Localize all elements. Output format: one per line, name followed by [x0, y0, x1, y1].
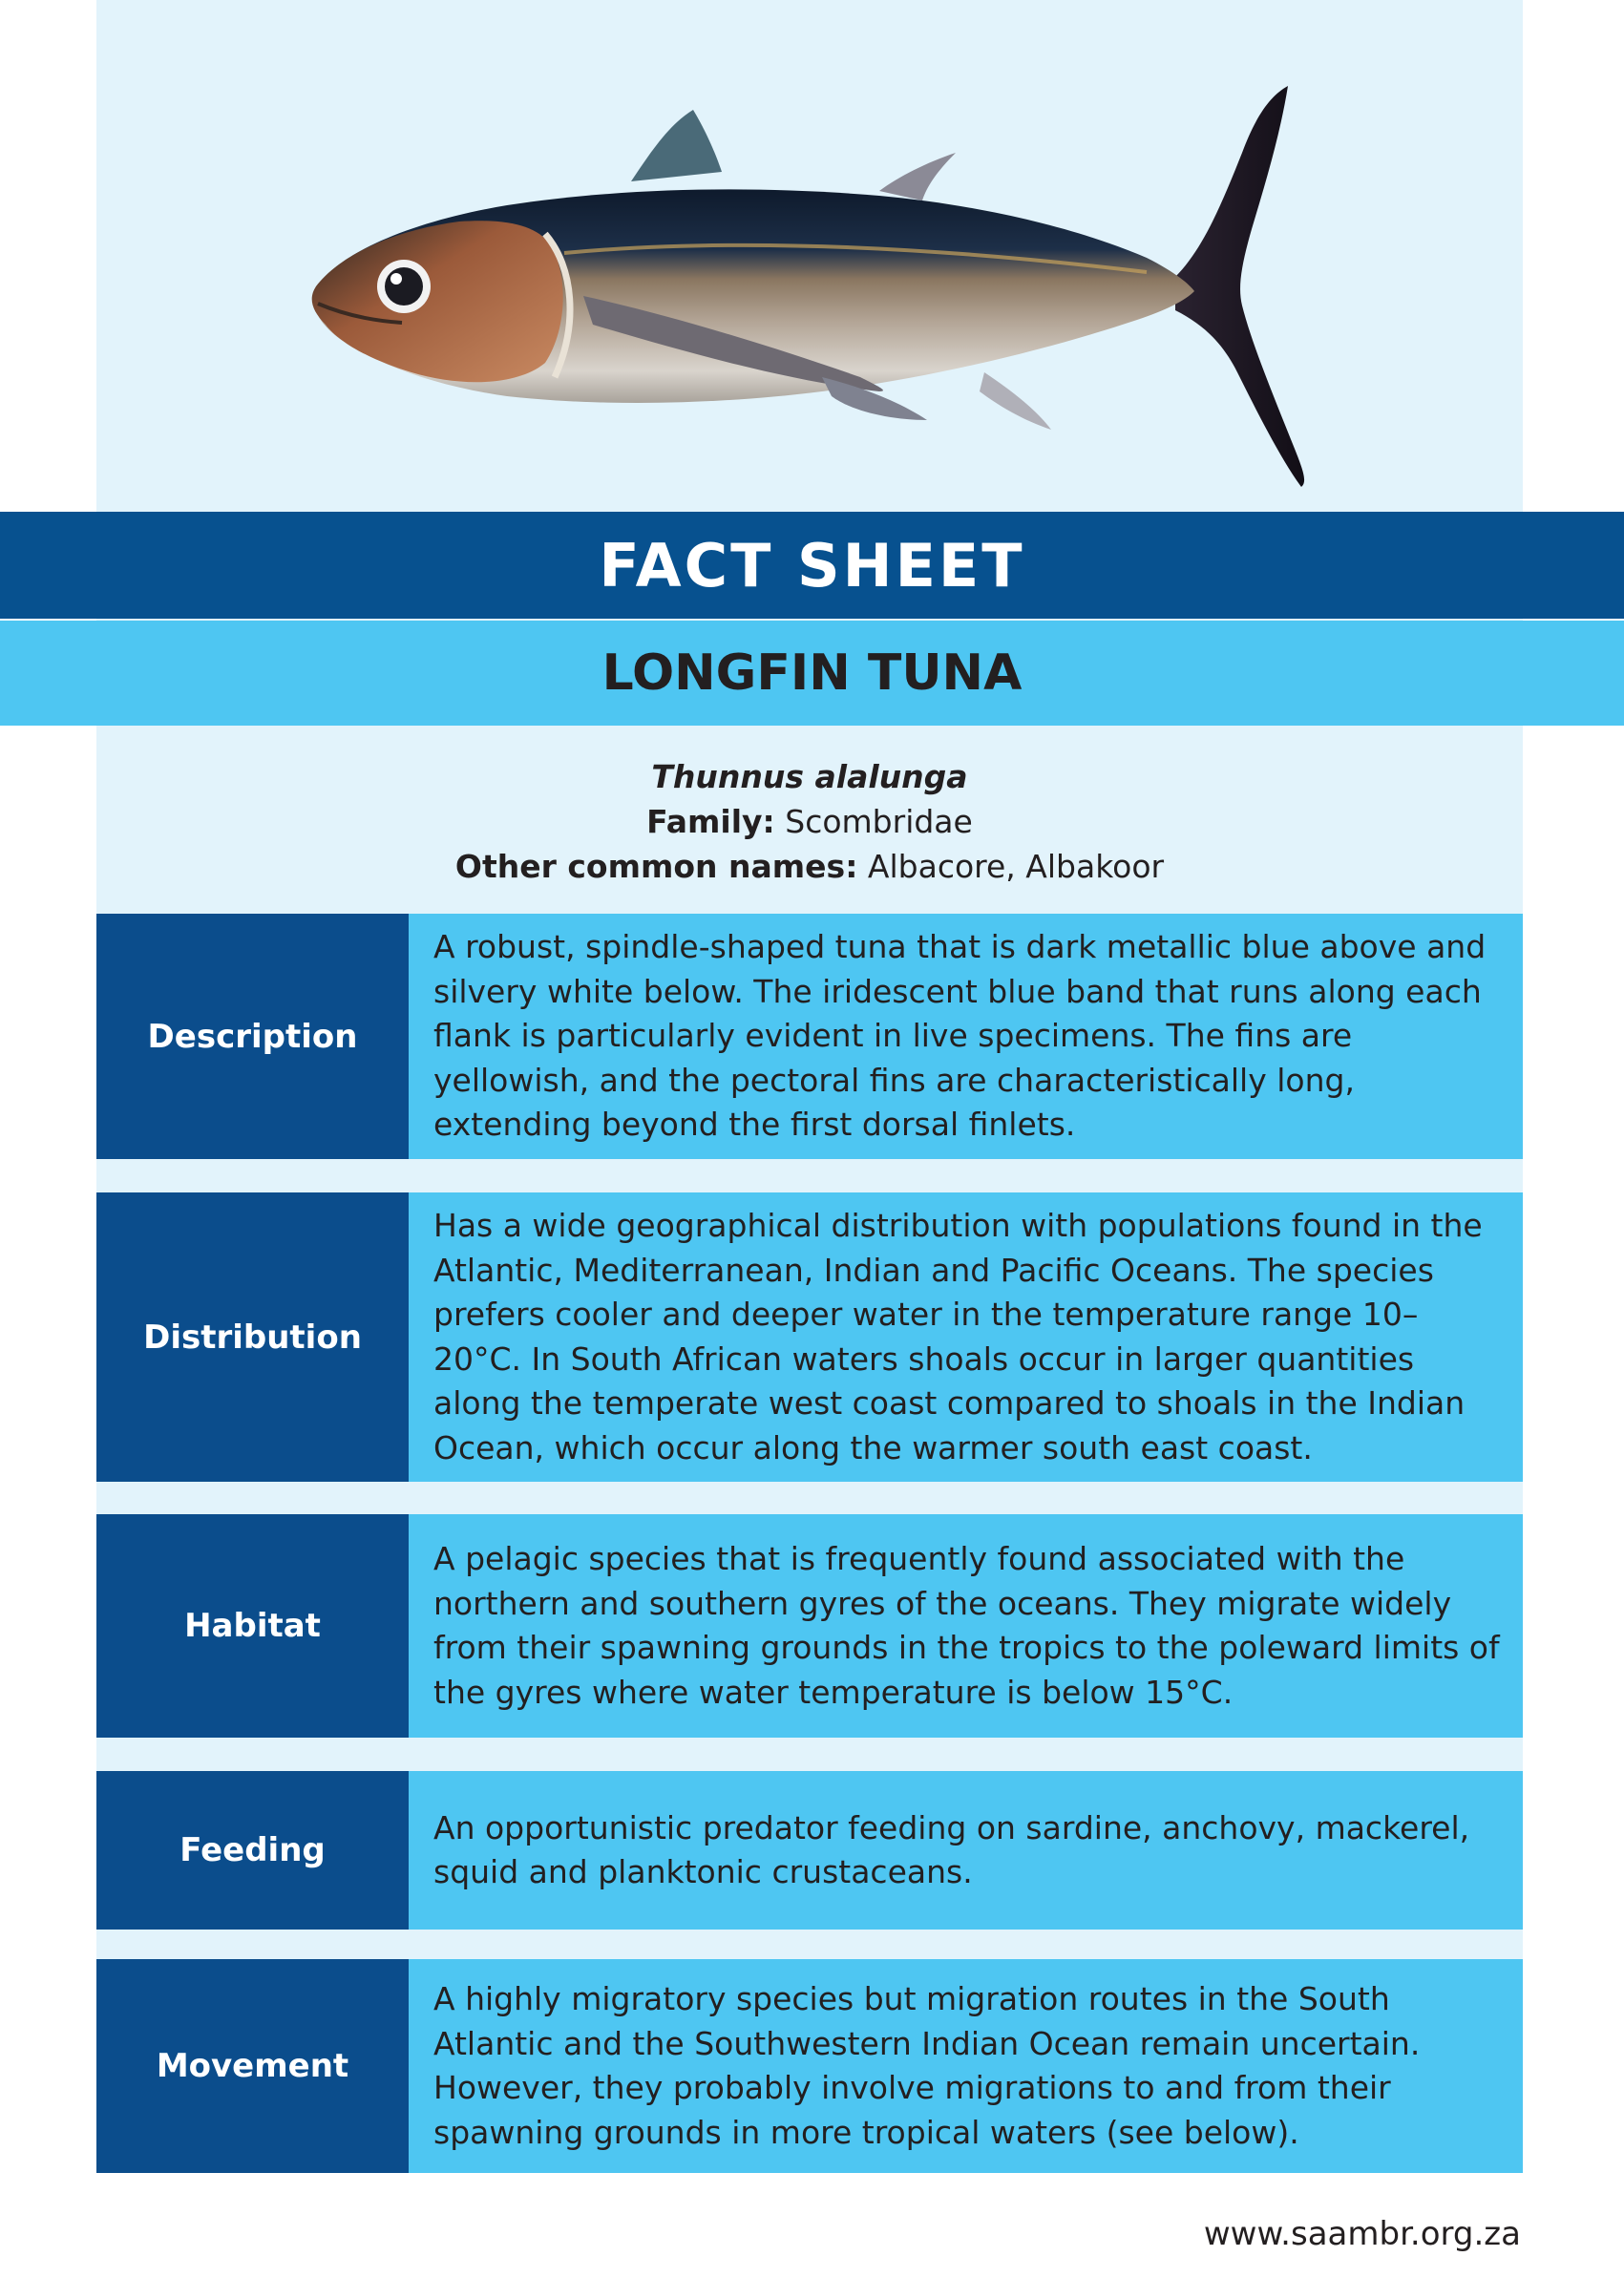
fact-sheet-banner: [0, 512, 1624, 619]
longfin-tuna-image: [96, 0, 1523, 512]
section-text: An opportunistic predator feeding on sardine, anchovy, mackerel, squid and planktonic crustaceans.: [409, 1771, 1523, 1930]
banner-title: FACT SHEET: [599, 530, 1025, 601]
section-text: A pelagic species that is frequently found associated with the northern and southern gyres of the oceans. They migrate widely from their spawning grounds in the tropics to the poleward limits of the gyres where water temperature is below 15°C.: [409, 1514, 1523, 1738]
section-label: Movement: [96, 1959, 409, 2173]
other-names-label: Other common names:: [454, 848, 858, 885]
species-common-name: LONGFIN TUNA: [601, 644, 1023, 702]
family-label: Family:: [646, 803, 775, 840]
section-distribution: [96, 1192, 1523, 1482]
family-value: Scombridae: [785, 803, 973, 840]
section-habitat: [96, 1514, 1523, 1738]
other-names-line: [96, 844, 1523, 889]
section-feeding: [96, 1771, 1523, 1930]
section-text: Has a wide geographical distribution with populations found in the Atlantic, Mediterranean, Indian and Pacific Oceans. The species prefers cooler and deeper water in the temperature range 10–20°C. In South African waters shoals occur in larger quantities along the temperate west coast compared to shoals in the Indian Ocean, which occur along the warmer south east coast.: [409, 1192, 1523, 1482]
section-label: Description: [96, 914, 409, 1159]
fish-illustration: [96, 0, 1523, 512]
family-line: [96, 799, 1523, 844]
other-names-value: Albacore, Albakoor: [867, 848, 1165, 885]
scientific-name: Thunnus alalunga: [651, 758, 968, 795]
section-text: A highly migratory species but migration routes in the South Atlantic and the Southwestern Indian Ocean remain uncertain. However, they probably involve migrations to and from their spawning grounds in more tropical waters (see below).: [409, 1959, 1523, 2173]
section-label: Habitat: [96, 1514, 409, 1738]
taxonomy-block: [96, 754, 1523, 889]
section-movement: [96, 1959, 1523, 2173]
section-text: A robust, spindle-shaped tuna that is dark metallic blue above and silvery white below. The iridescent blue band that runs along each flank is particularly evident in live specimens. The fins are yellowish, and the pectoral fins are characteristically long, extending beyond the first dorsal finlets.: [409, 914, 1523, 1159]
section-label: Distribution: [96, 1192, 409, 1482]
section-label: Feeding: [96, 1771, 409, 1930]
section-description: [96, 914, 1523, 1159]
website-link[interactable]: www.saambr.org.za: [1203, 2215, 1521, 2253]
species-banner: [0, 621, 1624, 726]
